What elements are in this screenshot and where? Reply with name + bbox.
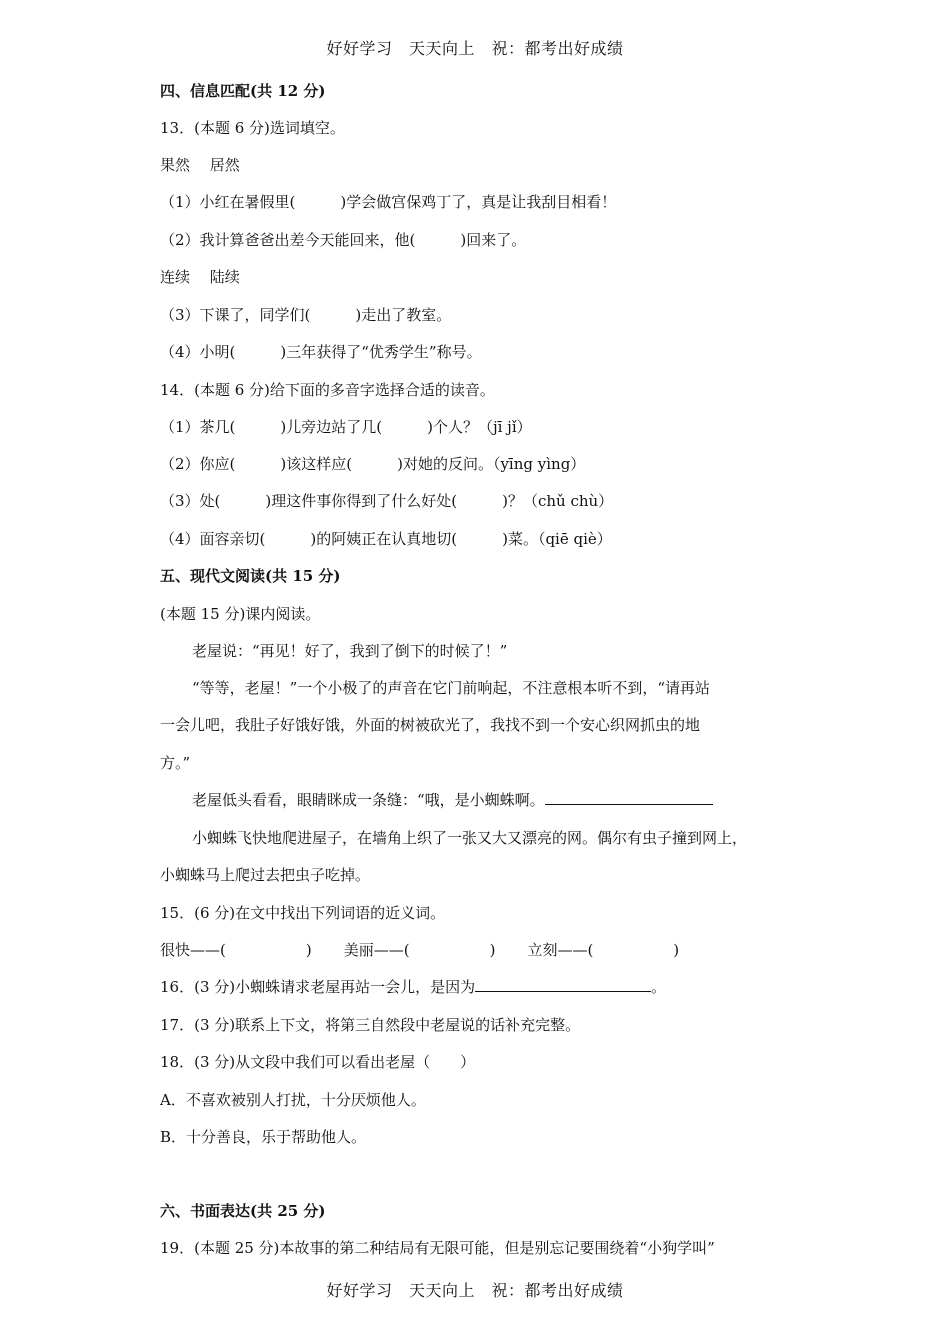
page-header: 好好学习 天天向上 祝：都考出好成绩 (326, 39, 624, 58)
question-13: 13．(本题 6 分)选词填空。 (160, 119, 345, 137)
pinyin-item-1: （1）茶几( )儿旁边站了几( )个人？（jī jǐ） (160, 418, 532, 436)
question-18: 18．(3 分)从文段中我们可以看出老屋（ ） (160, 1053, 476, 1071)
synonym-item-1: 很快——( (160, 941, 226, 959)
sentence-1: （1）小红在暑假里( )学会做宫保鸡丁了，真是让我刮目相看！ (160, 193, 617, 211)
sentence-4: （4）小明( )三年获得了“优秀学生”称号。 (160, 343, 482, 361)
question-14: 14．(本题 6 分)给下面的多音字选择合适的读音。 (160, 381, 495, 399)
passage-paragraph-2-line-2: 一会儿吧，我肚子好饿好饿，外面的树被砍光了，我找不到一个安心织网抓虫的地 (160, 716, 701, 734)
synonym-item-2: 美丽——( (343, 941, 410, 959)
synonym-close-2: ) (489, 941, 496, 959)
section-4-title: 四、信息匹配(共 12 分) (160, 82, 326, 100)
answer-blank-q17[interactable] (545, 790, 713, 805)
sentence-2: （2）我计算爸爸出差今天能回来，他( )回来了。 (160, 231, 527, 249)
option-a: A．不喜欢被别人打扰，十分厌烦他人。 (160, 1091, 426, 1109)
option-b: B．十分善良，乐于帮助他人。 (160, 1128, 367, 1146)
synonym-close-1: ) (305, 941, 312, 959)
synonym-close-3: ) (673, 941, 680, 959)
synonym-row (160, 939, 679, 961)
question-16-text: 16．(3 分)小蜘蛛请求老屋再站一会儿，是因为 (160, 978, 476, 996)
passage-paragraph-2-line-1: “等等，老屋！”一个小极了的声音在它门前响起，不注意根本听不到，“请再站 (192, 679, 711, 697)
question-19: 19．(本题 25 分)本故事的第二种结局有无限可能，但是别忘记要围绕着“小狗学叫” (160, 1239, 715, 1257)
word-options-2: 连续 陆续 (160, 268, 240, 286)
question-16 (160, 976, 666, 998)
pinyin-item-3: （3）处( )理这件事你得到了什么好处( )？（chǔ chù） (160, 492, 614, 510)
passage-paragraph-3 (192, 789, 713, 811)
synonym-item-3: 立刻——( (527, 941, 594, 959)
passage-paragraph-2-line-3: 方。” (160, 754, 191, 772)
question-16-end: 。 (651, 978, 667, 996)
question-17: 17．(3 分)联系上下文，将第三自然段中老屋说的话补充完整。 (160, 1016, 581, 1034)
page-footer: 好好学习 天天向上 祝：都考出好成绩 (326, 1281, 624, 1300)
pinyin-item-4: （4）面容亲切( )的阿姨正在认真地切( )菜。（qiē qiè） (160, 530, 612, 548)
paragraph-3-text: 老屋低头看看，眼睛眯成一条缝：“哦，是小蜘蛛啊。 (192, 791, 545, 809)
section-5-title: 五、现代文阅读(共 15 分) (160, 567, 341, 585)
reading-intro: (本题 15 分)课内阅读。 (160, 605, 321, 623)
word-options-1: 果然 居然 (160, 156, 240, 174)
section-6-title: 六、书面表达(共 25 分) (160, 1202, 326, 1220)
question-15: 15．(6 分)在文中找出下列词语的近义词。 (160, 904, 446, 922)
passage-paragraph-4-line-1: 小蜘蛛飞快地爬进屋子，在墙角上织了一张又大又漂亮的网。偶尔有虫子撞到网上， (192, 829, 748, 847)
passage-paragraph-4-line-2: 小蜘蛛马上爬过去把虫子吃掉。 (160, 866, 371, 884)
pinyin-item-2: （2）你应( )该这样应( )对她的反问。（yīng yìng） (160, 455, 586, 473)
answer-blank-q16[interactable] (475, 977, 651, 992)
passage-paragraph-1: 老屋说：“再见！好了，我到了倒下的时候了！” (192, 642, 508, 660)
sentence-3: （3）下课了，同学们( )走出了教室。 (160, 306, 452, 324)
